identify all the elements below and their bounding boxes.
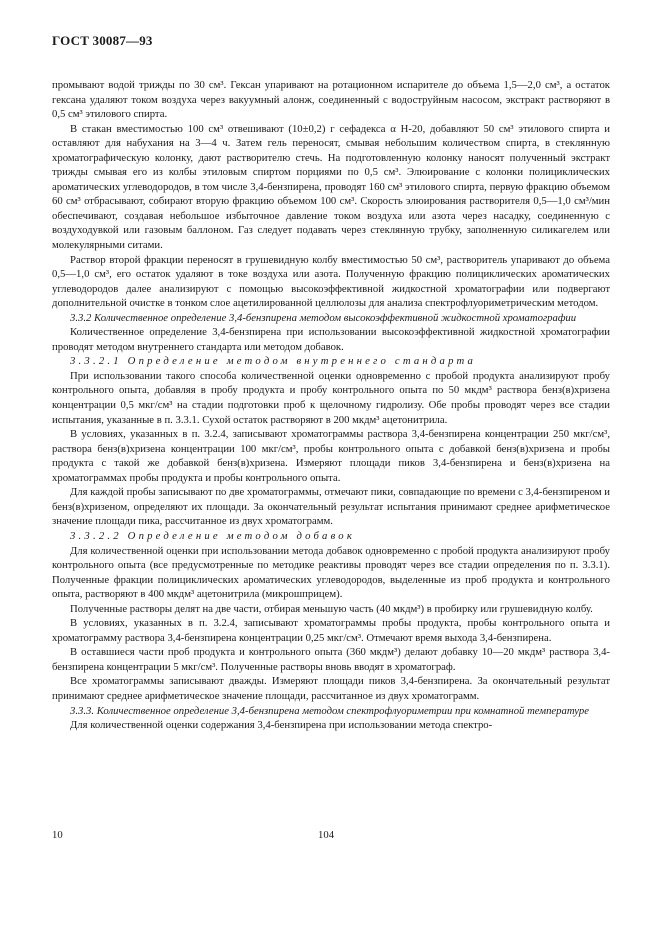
- section-heading: 3.3.3. Количественное определение 3,4-бензпирена методом спектрофлуориметрии при комнатной температуре: [70, 704, 589, 717]
- subsection-heading: 3.3.2.1 Определение методом внутреннего стандарта: [70, 355, 477, 368]
- paragraph: Для количественной оценки при использовании метода добавок одновременно с пробой продукта анализируют пробу контрольного опыта (все предусмотренные по методике реактивы проводят через все стадии определения по п. 3.3.1). Полученные фракции полициклических ароматических углеводородов, выделенные из проб продукта и контрольного опыта, растворяют в 400 мкдм³ ацетонитрила (микрошприцем).: [52, 544, 610, 601]
- subsection-heading: 3.3.2.2 Определение методом добавок: [70, 529, 356, 542]
- paragraph: В оставшиеся части проб продукта и контрольного опыта (360 мкдм³) делают добавку 10—20 мкдм³ раствора 3,4-бензпирена концентрации 5 мкг/см³. Полученные растворы вновь вводят в хроматограф.: [52, 646, 610, 673]
- paragraph: В условиях, указанных в п. 3.2.4, записывают хроматограммы раствора 3,4-бензпирена концентрации 250 мкг/см³, раствора бенз(в)хризена концентрации 100 мкг/см³, пробы контрольного опыта с добавкой бенз(в)хризена и пробы продукта с такой же добавкой бенз(в)хризена. Измеряют площади пиков 3,4-бензпирена и бенз(в)хризена на хроматограммах пробы продукта и пробы контрольного опыта.: [52, 428, 610, 484]
- paragraph: Раствор второй фракции переносят в грушевидную колбу вместимостью 50 см³, растворитель упаривают до объема 0,5—1,0 см³, его остаток удаляют в токе воздуха или азота. Полученную фракцию полициклических ароматических углеводородов далее анализируют с помощью высокоэффективной жидкостной хроматографии или подвергают дополнительной очистке в тонком слое ацетилированной целлюлозы для анализа спектрофлуориметрическим методом.: [52, 253, 610, 310]
- paragraph: Для количественной оценки содержания 3,4-бензпирена при использовании метода спектро-: [70, 719, 493, 732]
- document-body: [52, 78, 610, 733]
- footer-left-number: 10: [52, 829, 63, 841]
- paragraph: В стакан вместимостью 100 см³ отвешивают (10±0,2) г сефадекса α Н-20, добавляют 50 см³ этилового спирта и оставляют для набухания на 3—4 ч. Затем гель переносят, смывая небольшим количеством спирта, в стеклянную хроматографическую колонку, дают растворителю стечь. На подготовленную колонку наносят полученный экстракт трижды смывая его из колбы этиловым спиртом порциями по 0,5 см³. Элюирование с колонки полициклических ароматических углеводородов, в том числе 3,4-бензпирена, проводят 160 см³ этилового спирта, первую фракцию объемом 60 см³ отбрасывают, собирают вторую фракцию объемом 100 см³. Скорость элюирования растворителя 0,5—1,0 см³/мин обеспечивают, создавая небольшое избыточное давление током воздуха или азота через насадку, соединенную с воздуходувкой или газовым баллоном. Газ следует подавать через стеклянную трубку, заполненную силикагелем или молекулярными ситами.: [52, 122, 610, 252]
- document-header: ГОСТ 30087—93: [52, 33, 153, 48]
- paragraph: В условиях, указанных в п. 3.2.4, записывают хроматограммы пробы продукта, пробы контрольного опыта и хроматограмму раствора 3,4-бензпирена концентрации 0,25 мкг/см³. Отмечают время выхода 3,4-бензпирена.: [52, 617, 610, 644]
- page-number: 104: [318, 829, 335, 841]
- section-heading: 3.3.2 Количественное определение 3,4-бензпирена методом высокоэффективной жидкостной хроматографии: [70, 311, 577, 324]
- paragraph: Полученные растворы делят на две части, отбирая меньшую часть (40 мкдм³) в пробирку или грушевидную колбу.: [70, 602, 593, 615]
- paragraph: При использовании такого способа количественной оценки одновременно с пробой продукта анализируют пробу контрольного опыта, добавляя в пробу продукта и пробу контрольного опыта по 50 мкдм³ раствора бенз(в)хризена концентрации 0,5 мкг/см³ на стадии подготовки проб к щелочному гидролизу. Обе пробы проводят через все стадии испытания, указанные в п. 3.3.1. Сухой остаток растворяют в 200 мкдм³ ацетонитрила.: [52, 369, 610, 426]
- paragraph: Количественное определение 3,4-бензпирена при использовании высокоэффективной жидкостной хроматографии проводят методом внутреннего стандарта или методом добавок.: [52, 326, 610, 353]
- paragraph: Все хроматограммы записывают дважды. Измеряют площади пиков 3,4-бензпирена. За окончательный результат принимают среднее арифметическое значение площади, рассчитанное из двух хроматограмм.: [52, 675, 610, 702]
- paragraph: промывают водой трижды по 30 см³. Гексан упаривают на ротационном испарителе до объема 1,5—2,0 см³, а остаток гексана удаляют током воздуха через вакуумный алонж, соединенный с водоструйным насосом, экстракт растворяют в 0,5 см³ этилового спирта.: [52, 79, 610, 121]
- paragraph: Для каждой пробы записывают по две хроматограммы, отмечают пики, совпадающие по времени с 3,4-бензпиреном и бенз(в)хризеном, определяют их площади. За окончательный результат испытания принимают среднее арифметическое значение площади пика, рассчитанное из двух хроматограмм.: [52, 486, 610, 528]
